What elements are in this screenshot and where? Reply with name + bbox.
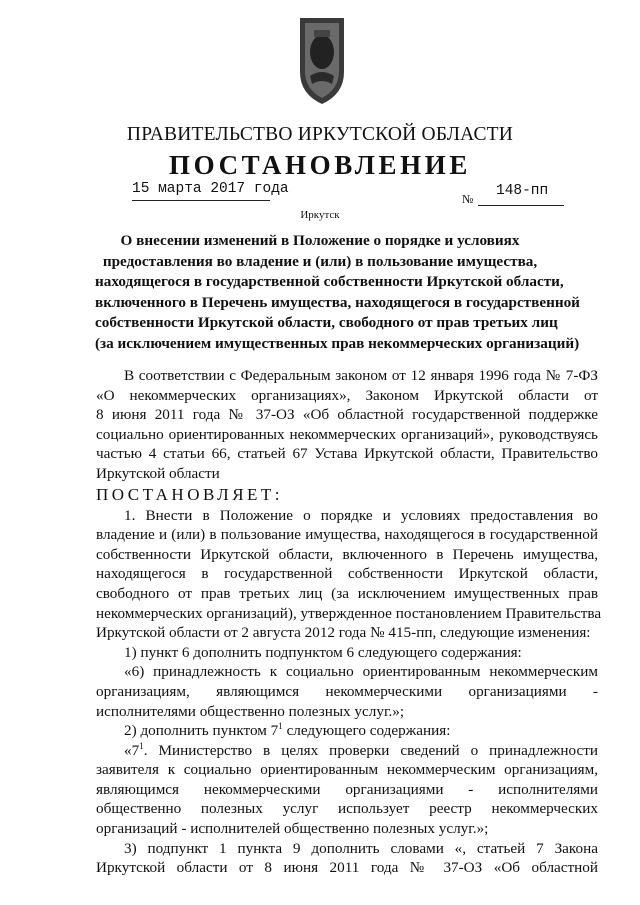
subitem-2-text: 2) дополнить пунктом 7 (124, 722, 279, 740)
date-underline (132, 200, 270, 201)
title-line: собственности Иркутской области, свободного от прав третьих лиц (95, 314, 558, 331)
preamble-line: частью 4 статьи 66, статьей 67 Устава Иркутской области, Правительство (96, 445, 598, 463)
government-name: ПРАВИТЕЛЬСТВО ИРКУТСКОЙ ОБЛАСТИ (126, 124, 514, 145)
item1-line: Иркутской области от 2 августа 2012 года № 415-пп, следующие изменения: (96, 624, 591, 642)
quote7-text-end: . Министерство в целях проверки сведений о принадлежности (143, 741, 598, 759)
quote7-line: общественно полезных услуг использует реестр некоммерческих (96, 800, 598, 818)
subitem-2-text-end: следующего содержания: (282, 722, 451, 740)
title-line: включенного в Перечень имущества, находящегося в государственной (95, 293, 580, 311)
preamble-line: Иркутской области (96, 464, 220, 482)
document-body (96, 366, 602, 878)
superscript-1: 1 (139, 740, 144, 751)
title-line: (за исключением имущественных прав некоммерческих организаций) (95, 334, 580, 352)
document-title (95, 231, 580, 354)
subitem-3-line: Иркутской области от 8 июня 2011 года № 37-ОЗ «Об областной (96, 859, 598, 877)
quote7-line: организаций - исполнителей общественно полезных услуг.»; (96, 820, 489, 838)
resolves-heading: ПОСТАНОВЛЯЕТ: (96, 484, 284, 504)
subitem-2 (96, 721, 598, 741)
item1-line: свободного от прав третьих лиц (за исключением имущественных прав (96, 584, 598, 602)
quote6-line: «6) принадлежность к социально ориентированным некоммерческим (124, 663, 598, 681)
subitem-1: 1) пункт 6 дополнить подпунктом 6 следующего содержания: (124, 643, 522, 661)
preamble-line: В соответствии с Федеральным законом от 12 января 1996 года № 7-ФЗ (124, 367, 598, 384)
quote7-text: «7 (124, 741, 140, 759)
item1-line: собственности Иркутской области, включенного в Перечень имущества, (96, 545, 598, 563)
quote7-first-line (96, 741, 598, 761)
preamble-line: «О некоммерческих организациях», Законом Иркутской области от (96, 386, 598, 404)
number-underline (478, 205, 564, 206)
preamble-line: 8 июня 2011 года № 37-ОЗ «Об областной государственной поддержке (96, 406, 598, 424)
title-line: предоставления во владение и (или) в пользование имущества, (102, 252, 538, 270)
item1-line: некоммерческих организаций), утвержденное постановлением Правительства (96, 604, 602, 622)
quote7-line: заявителя к социально ориентированным некоммерческим организациям, (96, 761, 598, 779)
item1-line: находящегося в государственной собственности Иркутской области, (96, 565, 598, 583)
city-name: Иркутск (300, 209, 340, 221)
document-number: 148-пп (496, 183, 549, 199)
document-date: 15 марта 2017 года (132, 181, 289, 197)
title-line: О внесении изменений в Положение о порядке и условиях (120, 232, 520, 249)
subitem-3-line: 3) подпункт 1 пункта 9 дополнить словами «, статьей 7 Закона (124, 839, 598, 857)
document-type: ПОСТАНОВЛЕНИЕ (169, 150, 471, 180)
coat-of-arms-emblem (292, 14, 352, 106)
title-line: находящегося в государственной собственности Иркутской области, (95, 273, 564, 290)
item1-line: владение и (или) в пользование имущества, находящегося в государственной (96, 526, 598, 544)
quote6-line: исполнителями общественно полезных услуг.»; (96, 702, 405, 720)
quote6-line: организациям, являющимся некоммерческими организациями - (96, 682, 598, 700)
item1-line: 1. Внести в Положение о порядке и условиях предоставления во (124, 506, 598, 524)
number-label: № (462, 192, 474, 206)
superscript-1: 1 (278, 721, 283, 732)
quote7-line: являющимся некоммерческими организациями - исполнителями (96, 780, 598, 798)
preamble-line: социально ориентированных некоммерческих организаций», руководствуясь (96, 425, 598, 443)
